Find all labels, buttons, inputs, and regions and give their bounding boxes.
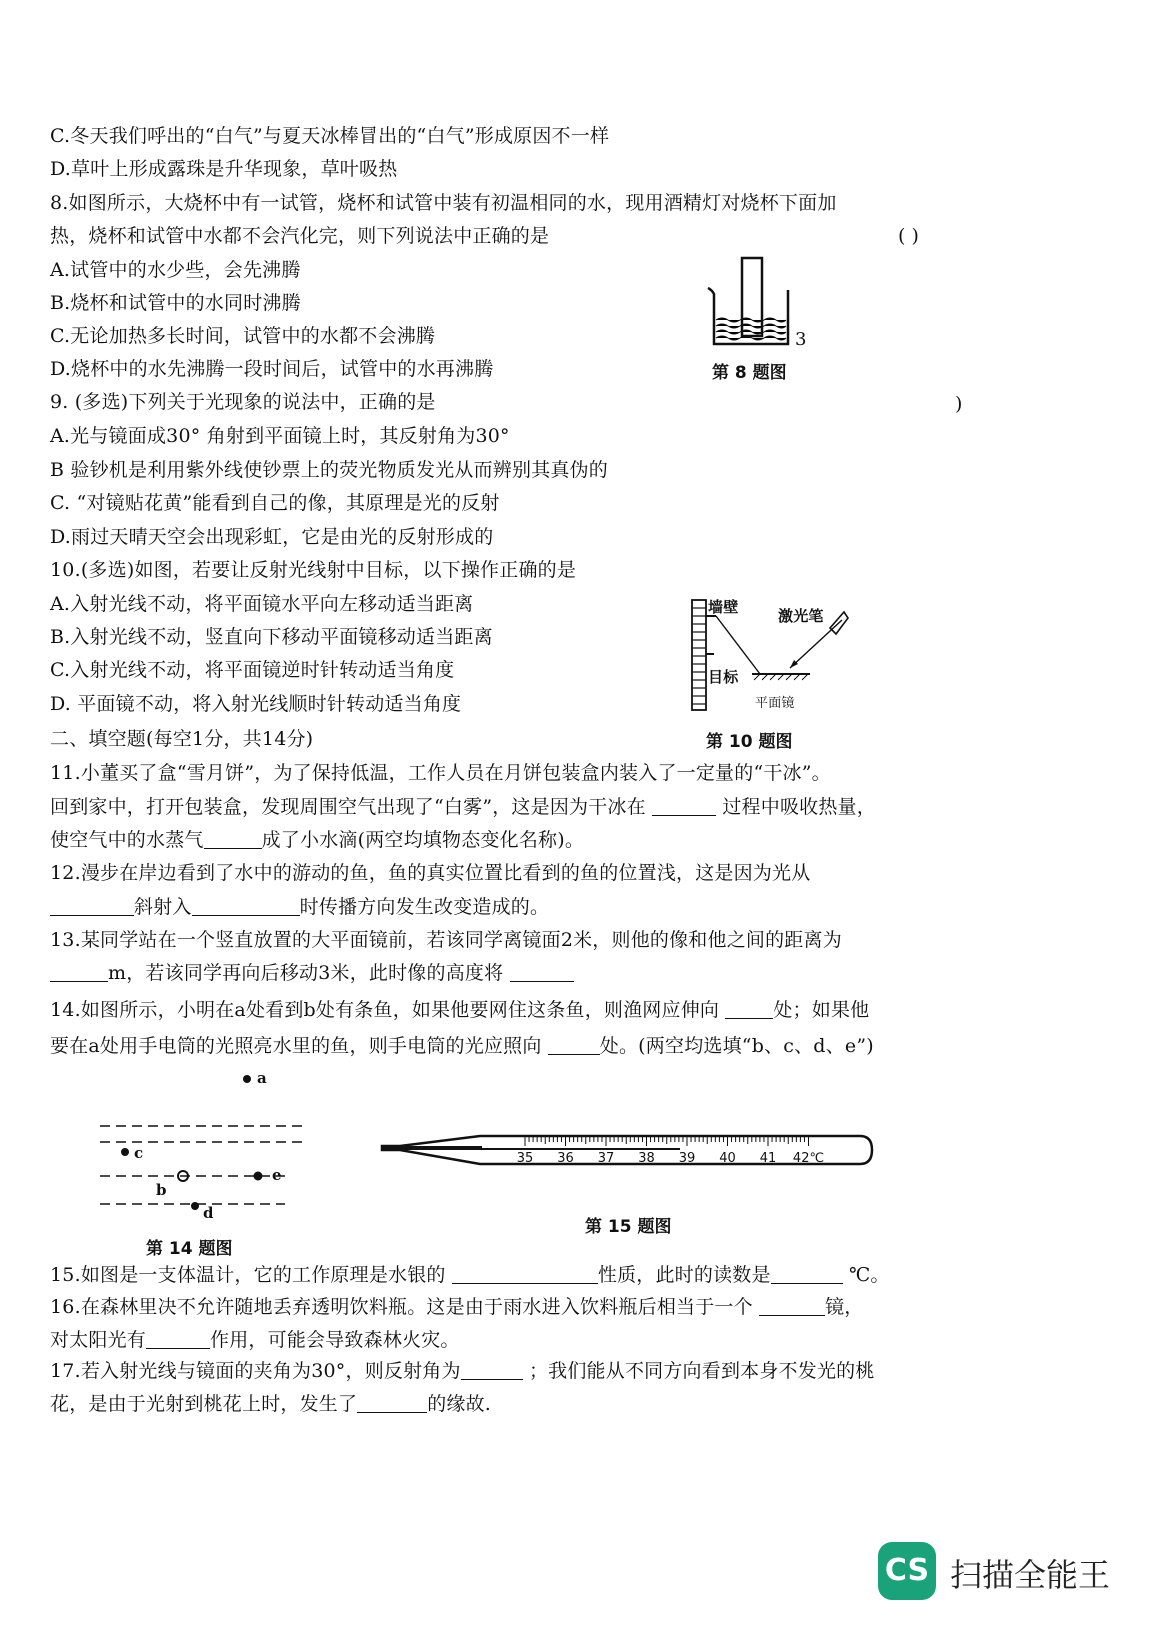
- section-fill-in-title: 二、填空题(每空1分，共14分): [50, 728, 314, 750]
- q11-blank-2[interactable]: [204, 830, 262, 849]
- q9-stem: 9. (多选)下列关于光现象的说法中，正确的是: [50, 391, 436, 413]
- q8-stem-line1: 8.如图所示，大烧杯中有一试管，烧杯和试管中装有初温相同的水，现用酒精灯对烧杯下面加: [50, 192, 837, 214]
- q9-option-a: A.光与镜面成30° 角射到平面镜上时，其反射角为30°: [50, 425, 510, 447]
- q15-blank-2[interactable]: [771, 1265, 843, 1284]
- q8-option-b: B.烧杯和试管中的水同时沸腾: [50, 292, 301, 314]
- q12-text-a: 斜射入: [134, 896, 192, 918]
- q17-line2: [50, 1392, 491, 1416]
- q11-line3: [50, 828, 584, 852]
- thermometer-tick-label: 36: [557, 1151, 574, 1166]
- q14-text-d: 处。(两空均选填“b、c、d、e”): [599, 1035, 874, 1057]
- q7-option-d: D.草叶上形成露珠是升华现象，草叶吸热: [50, 158, 398, 180]
- thermometer-tick-label: 37: [597, 1151, 615, 1166]
- q12-line2: [50, 895, 549, 919]
- q8-answer-paren: ( ): [898, 225, 919, 247]
- fig10-label-laser: 激光笔: [778, 607, 824, 625]
- q15-text-c: ℃。: [848, 1264, 890, 1286]
- q7-option-c: C.冬天我们呼出的“白气”与夏天冰棒冒出的“白气”形成原因不一样: [50, 125, 610, 147]
- q17-line1: [50, 1359, 875, 1383]
- q11-text-b: 过程中吸收热量，: [722, 796, 876, 818]
- fig8-caption: 第 8 题图: [712, 363, 787, 383]
- q17-text-c: 花，是由于光射到桃花上时，发生了: [50, 1393, 358, 1415]
- q14-blank-2[interactable]: [548, 1036, 600, 1055]
- q9-option-b: B 验钞机是利用紫外线使钞票上的荧光物质发光从而辨别其真伪的: [50, 459, 609, 481]
- q14-line2: [50, 1034, 874, 1058]
- q15-line1: [50, 1263, 890, 1287]
- fig14-label-a: a: [257, 1069, 267, 1087]
- fig10-caption: 第 10 题图: [706, 732, 793, 752]
- q14-blank-1[interactable]: [725, 1000, 773, 1019]
- q11-text-c: 使空气中的水蒸气: [50, 829, 204, 851]
- q16-blank-1[interactable]: [759, 1297, 825, 1316]
- q11-text-d: 成了小水滴(两空均填物态变化名称)。: [261, 829, 585, 851]
- q10-option-b: B.入射光线不动，竖直向下移动平面镜移动适当距离: [50, 626, 493, 648]
- camscanner-brand-text: 扫描全能王: [950, 1556, 1111, 1594]
- q12-blank-2[interactable]: [192, 897, 300, 916]
- thermometer-tick-label: 40: [719, 1151, 736, 1166]
- q13-line1: 13.某同学站在一个竖直放置的大平面镜前，若该同学离镜面2米，则他的像和他之间的距离为: [50, 929, 842, 951]
- fig14-label-b: b: [156, 1181, 167, 1199]
- fig14-label-d: d: [203, 1204, 214, 1222]
- camscanner-watermark: [878, 1540, 1138, 1612]
- q10-option-c: C.入射光线不动，将平面镜逆时针转动适当角度: [50, 659, 455, 681]
- q8-option-a: A.试管中的水少些，会先沸腾: [50, 259, 301, 281]
- q17-blank-2[interactable]: [357, 1394, 427, 1413]
- q13-blank-2[interactable]: [510, 963, 574, 982]
- q13-line2: [50, 961, 574, 985]
- q10-option-a: A.入射光线不动，将平面镜水平向左移动适当距离: [50, 593, 474, 615]
- camscanner-logo-icon: CS: [878, 1542, 936, 1600]
- q17-text-a: 17.若入射光线与镜面的夹角为30°，则反射角为: [50, 1360, 461, 1382]
- fig15-thermometer: [380, 1120, 880, 1180]
- q16-text-d: 作用，可能会导致森林火灾。: [210, 1329, 460, 1351]
- fig10-label-wall: 墙壁: [708, 598, 739, 616]
- q9-option-d: D.雨过天晴天空会出现彩虹，它是由光的反射形成的: [50, 526, 494, 548]
- q14-text-a: 14.如图所示，小明在a处看到b处有条鱼，如果他要网住这条鱼，则渔网应伸向: [50, 999, 720, 1021]
- fig10-label-target: 目标: [708, 668, 739, 686]
- fig8-label-3: 3: [795, 329, 807, 350]
- q17-blank-1[interactable]: [461, 1361, 523, 1380]
- q14-line1: [50, 998, 869, 1022]
- q10-option-d: D. 平面镜不动，将入射光线顺时针转动适当角度: [50, 693, 462, 715]
- q15-text-b: 性质，此时的读数是: [597, 1264, 771, 1286]
- q11-text-a: 回到家中，打开包装盒，发现周围空气出现了“白雾”，这是因为干冰在: [50, 796, 646, 818]
- q14-text-b: 处；如果他: [773, 999, 870, 1021]
- q8-option-d: D.烧杯中的水先沸腾一段时间后，试管中的水再沸腾: [50, 358, 494, 380]
- q16-line2: [50, 1328, 460, 1352]
- q12-blank-1[interactable]: [50, 897, 134, 916]
- q16-text-c: 对太阳光有: [50, 1329, 147, 1351]
- thermometer-tick-label: 39: [678, 1151, 696, 1166]
- thermometer-tick-label: 35: [516, 1151, 534, 1166]
- q14-text-c: 要在a处用手电筒的光照亮水里的鱼，则手电筒的光应照向: [50, 1035, 542, 1057]
- thermometer-tick-label: 38: [638, 1151, 655, 1166]
- q13-blank-1[interactable]: [50, 963, 108, 982]
- q13-text-a: m，若该同学再向后移动3米，此时像的高度将: [108, 962, 504, 984]
- q15-text-a: 15.如图是一支体温计，它的工作原理是水银的: [50, 1264, 446, 1286]
- q11-blank-1[interactable]: [652, 797, 716, 816]
- q17-text-b: ；我们能从不同方向看到本身不发光的桃: [528, 1360, 875, 1382]
- q16-text-b: 镜，: [825, 1296, 864, 1318]
- fig14-label-c: c: [134, 1144, 144, 1162]
- q8-option-c: C.无论加热多长时间，试管中的水都不会沸腾: [50, 325, 436, 347]
- thermometer-tick-label: 41: [759, 1151, 777, 1166]
- fig14-label-e: e: [272, 1166, 282, 1184]
- q17-text-d: 的缘故.: [427, 1393, 492, 1415]
- q12-line1: 12.漫步在岸边看到了水中的游动的鱼，鱼的真实位置比看到的鱼的位置浅，这是因为光从: [50, 862, 811, 884]
- fig15-caption: 第 15 题图: [585, 1217, 672, 1237]
- q8-stem-line2: 热，烧杯和试管中水都不会汽化完，则下列说法中正确的是: [50, 225, 550, 247]
- q11-line2: [50, 795, 876, 819]
- fig14-caption: 第 14 题图: [146, 1239, 233, 1259]
- q16-text-a: 16.在森林里决不允许随地丢弃透明饮料瓶。这是由于雨水进入饮料瓶后相当于一个: [50, 1296, 753, 1318]
- q9-option-c: C. “对镜贴花黄”能看到自己的像，其原理是光的反射: [50, 492, 500, 514]
- thermometer-tick-label: 42℃: [792, 1151, 825, 1166]
- q12-text-b: 时传播方向发生改变造成的。: [299, 896, 550, 918]
- q9-answer-paren: ): [955, 393, 963, 415]
- q15-blank-1[interactable]: [452, 1265, 598, 1284]
- q11-line1: 11.小董买了盒“雪月饼”，为了保持低温，工作人员在月饼包装盒内装入了一定量的“干冰”。: [50, 762, 831, 784]
- q16-blank-2[interactable]: [146, 1330, 210, 1349]
- q10-stem: 10.(多选)如图，若要让反射光线射中目标，以下操作正确的是: [50, 559, 577, 581]
- q16-line1: [50, 1295, 863, 1319]
- fig10-label-mirror: 平面镜: [755, 696, 795, 711]
